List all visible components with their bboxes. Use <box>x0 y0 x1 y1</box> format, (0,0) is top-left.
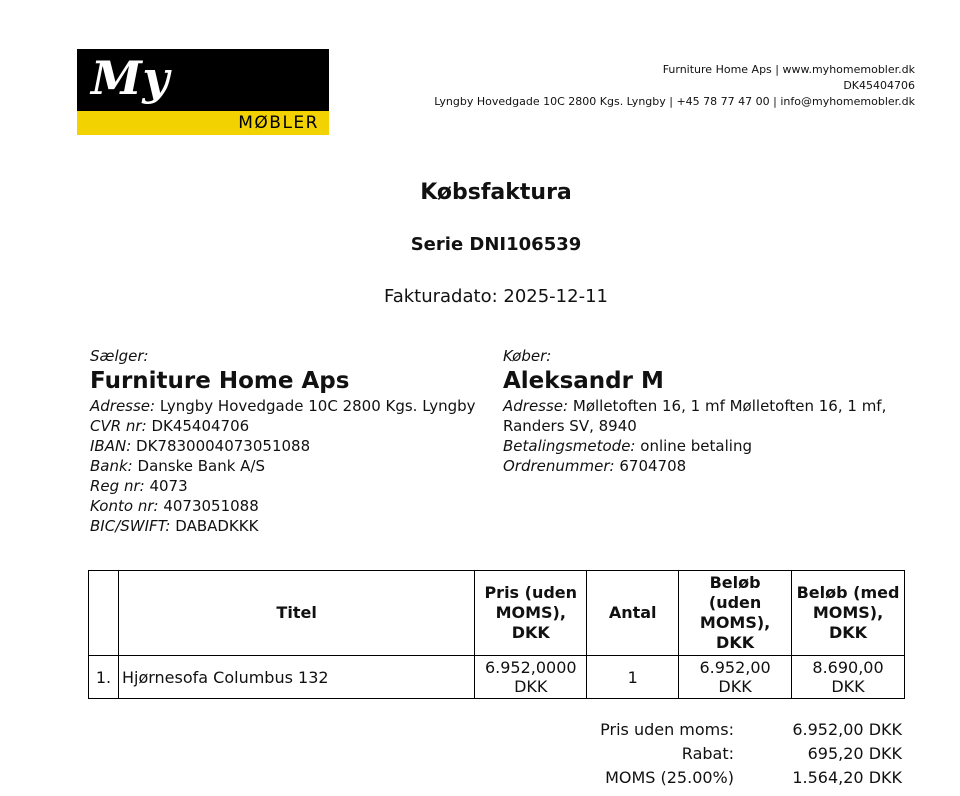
company-line-1: Furniture Home Aps | www.myhomemobler.dk <box>662 63 915 76</box>
cell-amount-excl: 6.952,00 DKK <box>679 656 792 699</box>
cell-title: Hjørnesofa Columbus 132 <box>118 656 474 699</box>
table-header-row <box>89 571 905 656</box>
company-line-2: DK45404706 <box>843 79 915 92</box>
logo-main-text: My <box>91 51 170 105</box>
invoice-series: Serie DNI106539 <box>410 234 582 255</box>
company-info <box>434 62 915 110</box>
seller-name: Furniture Home Aps <box>90 368 350 394</box>
col-header-amount-incl: Beløb (med MOMS), DKK <box>792 571 905 656</box>
seller-reg: Reg nr: 4073 <box>90 477 188 495</box>
col-header-price: Pris (uden MOMS), DKK <box>475 571 587 656</box>
col-header-amount-excl: Beløb (uden MOMS), DKK <box>679 571 792 656</box>
seller-bic: BIC/SWIFT: DABADKKK <box>90 517 259 535</box>
company-logo <box>77 49 329 135</box>
buyer-payment-method: Betalingsmetode: online betaling <box>503 437 752 455</box>
invoice-date: Fakturadato: 2025-12-11 <box>384 286 608 307</box>
buyer-address: Adresse: Mølletoften 16, 1 mf Mølletoften 16, 1 mf, Randers SV, 8940 <box>503 397 887 435</box>
totals-block <box>434 718 902 790</box>
seller-block <box>90 346 490 536</box>
seller-konto: Konto nr: 4073051088 <box>90 497 259 515</box>
company-line-3: Lyngby Hovedgade 10C 2800 Kgs. Lyngby | +45 78 77 47 00 | info@myhomemobler.dk <box>434 95 915 108</box>
seller-iban: IBAN: DK7830004073051088 <box>90 437 311 455</box>
col-header-title: Titel <box>118 571 474 656</box>
logo-sub-text: MØBLER <box>238 113 319 133</box>
cell-price: 6.952,0000 DKK <box>475 656 587 699</box>
table-row <box>89 656 905 699</box>
col-header-index <box>89 571 119 656</box>
buyer-block <box>503 346 903 476</box>
seller-bank: Bank: Danske Bank A/S <box>90 457 266 475</box>
invoice-items-table <box>88 570 905 699</box>
total-row-vat: MOMS (25.00%) 1.564,20 DKK <box>605 768 902 787</box>
seller-cvr: CVR nr: DK45404706 <box>90 417 250 435</box>
cell-amount-incl: 8.690,00 DKK <box>792 656 905 699</box>
buyer-order-number: Ordrenummer: 6704708 <box>503 457 687 475</box>
cell-index: 1. <box>89 656 119 699</box>
seller-address: Adresse: Lyngby Hovedgade 10C 2800 Kgs. Lyngby <box>90 397 476 415</box>
seller-role: Sælger: <box>90 347 149 365</box>
total-row-discount: Rabat: 695,20 DKK <box>681 744 902 763</box>
col-header-qty: Antal <box>587 571 679 656</box>
cell-qty: 1 <box>587 656 679 699</box>
buyer-name: Aleksandr M <box>503 368 664 394</box>
total-row-subtotal: Pris uden moms: 6.952,00 DKK <box>600 720 902 739</box>
buyer-role: Køber: <box>503 347 552 365</box>
document-title: Købsfaktura <box>420 180 572 205</box>
